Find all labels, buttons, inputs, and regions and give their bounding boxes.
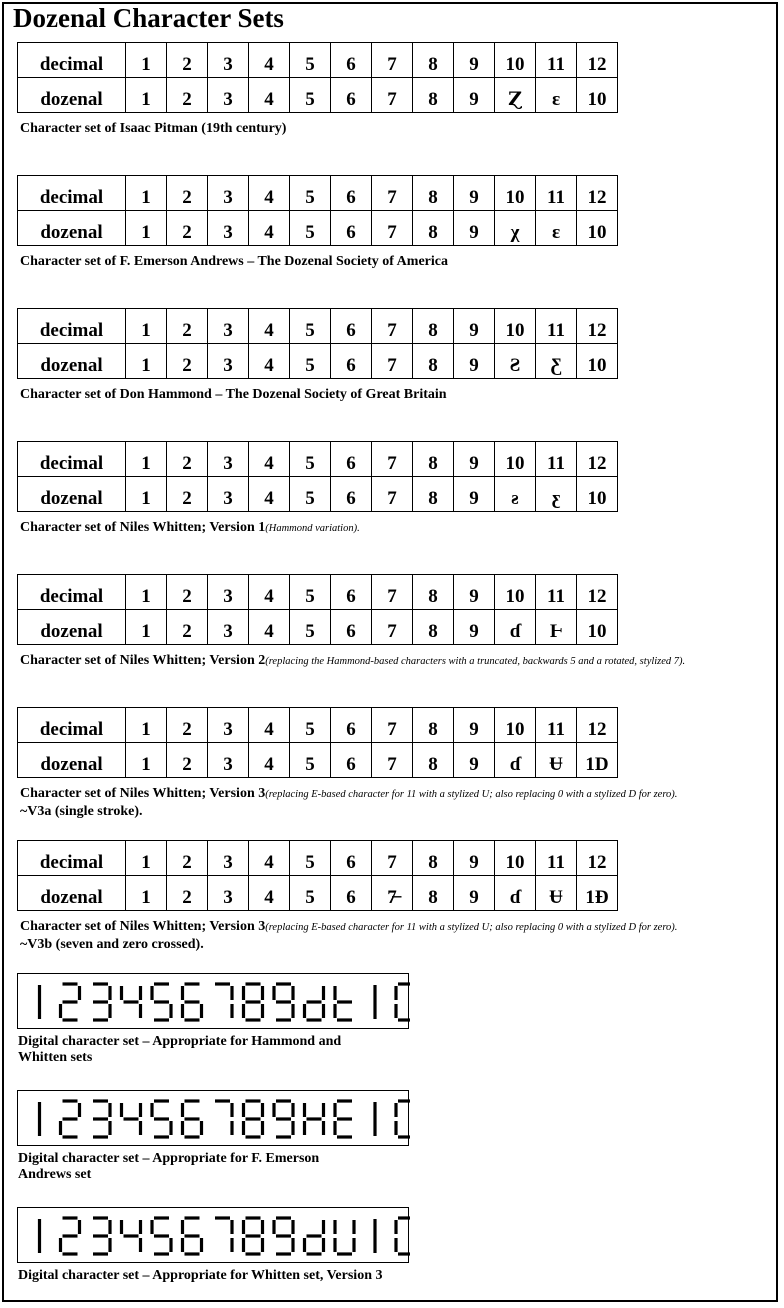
dozenal-cell: 9	[454, 610, 495, 645]
digital-caption-line: Digital character set – Appropriate for Whitten set, Version 3	[18, 1268, 383, 1283]
dozenal-cell: 8	[413, 876, 454, 911]
decimal-cell: 6	[331, 442, 372, 477]
seven-segment-digits	[18, 974, 410, 1030]
dozenal-cell: 1	[126, 610, 167, 645]
decimal-cell: 11	[536, 442, 577, 477]
segment-glyph	[122, 1220, 141, 1252]
decimal-cell: 9	[454, 442, 495, 477]
dozenal-cell: 5	[290, 211, 331, 246]
decimal-cell: 7	[372, 841, 413, 876]
charset-table-hammond	[17, 308, 618, 379]
dozenal-cell: 7̶	[372, 876, 413, 911]
dozenal-cell: 6	[331, 78, 372, 113]
decimal-cell: 2	[167, 309, 208, 344]
dozenal-cell: 9	[454, 876, 495, 911]
charset-table-andrews	[17, 175, 618, 246]
digital-caption	[18, 1268, 408, 1284]
decimal-label: decimal	[18, 176, 126, 211]
decimal-cell: 1	[126, 575, 167, 610]
decimal-cell: 11	[536, 176, 577, 211]
decimal-cell: 6	[331, 309, 372, 344]
decimal-label: decimal	[18, 575, 126, 610]
dozenal-cell: 3	[208, 743, 249, 778]
decimal-cell: 4	[249, 176, 290, 211]
decimal-cell: 1	[126, 708, 167, 743]
caption	[20, 786, 677, 802]
decimal-cell: 3	[208, 176, 249, 211]
dozenal-cell: 5	[290, 344, 331, 379]
decimal-row	[18, 708, 618, 743]
caption-text: Character set of Niles Whitten; Version 3	[20, 786, 266, 801]
dozenal-cell: Ɀ	[495, 78, 536, 113]
dozenal-cell: 7	[372, 211, 413, 246]
decimal-cell: 7	[372, 43, 413, 78]
decimal-cell: 4	[249, 43, 290, 78]
dozenal-cell: ɛ	[536, 211, 577, 246]
charset-table-whitten-v3b	[17, 840, 618, 911]
decimal-cell: 12	[577, 575, 618, 610]
decimal-cell: 11	[536, 575, 577, 610]
decimal-cell: 12	[577, 309, 618, 344]
dozenal-cell: Ʉ	[536, 743, 577, 778]
decimal-cell: 2	[167, 43, 208, 78]
decimal-cell: 8	[413, 176, 454, 211]
segment-glyph	[396, 1101, 410, 1137]
dozenal-cell: 5	[290, 876, 331, 911]
segment-glyph	[61, 1101, 80, 1137]
decimal-cell: 8	[413, 442, 454, 477]
dozenal-cell: 10	[577, 344, 618, 379]
decimal-cell: 2	[167, 708, 208, 743]
decimal-cell: 9	[454, 575, 495, 610]
decimal-cell: 12	[577, 708, 618, 743]
caption-note: (replacing E-based character for 11 with a stylized U; also replacing 0 with a stylized D for zero).	[265, 789, 678, 800]
dozenal-cell: 2	[167, 876, 208, 911]
segment-glyph	[244, 1101, 263, 1137]
dozenal-cell: 9	[454, 743, 495, 778]
dozenal-cell: Ƨ	[495, 344, 536, 379]
dozenal-cell: 9	[454, 211, 495, 246]
dozenal-cell: 2	[167, 610, 208, 645]
decimal-cell: 9	[454, 43, 495, 78]
dozenal-cell: 2	[167, 211, 208, 246]
decimal-cell: 8	[413, 708, 454, 743]
decimal-cell: 11	[536, 43, 577, 78]
decimal-cell: 5	[290, 442, 331, 477]
caption-note: (replacing the Hammond-based characters with a truncated, backwards 5 and a rotated, stylized 7).	[265, 656, 686, 667]
decimal-cell: 3	[208, 708, 249, 743]
dozenal-cell: 4	[249, 211, 290, 246]
caption-text: Character set of Niles Whitten; Version 3	[20, 919, 266, 934]
dozenal-cell: 4	[249, 344, 290, 379]
decimal-cell: 5	[290, 575, 331, 610]
dozenal-label: dozenal	[18, 78, 126, 113]
dozenal-cell: 7	[372, 344, 413, 379]
decimal-cell: 3	[208, 43, 249, 78]
dozenal-cell: 9	[454, 78, 495, 113]
dozenal-cell: 1D	[577, 743, 618, 778]
decimal-cell: 12	[577, 841, 618, 876]
dozenal-cell: 1Đ	[577, 876, 618, 911]
decimal-cell: 8	[413, 841, 454, 876]
decimal-cell: 4	[249, 708, 290, 743]
digital-display-whitten-v3	[17, 1207, 409, 1263]
decimal-cell: 2	[167, 841, 208, 876]
caption	[20, 520, 360, 536]
segment-glyph	[215, 1101, 232, 1135]
dozenal-cell: 10	[577, 610, 618, 645]
dozenal-cell: 6	[331, 610, 372, 645]
segment-glyph	[335, 986, 352, 1020]
segment-glyph	[305, 1103, 324, 1135]
segment-glyph	[305, 1220, 324, 1254]
caption-text: Character set of Don Hammond – The Dozenal Society of Great Britain	[20, 387, 447, 402]
decimal-cell: 5	[290, 309, 331, 344]
decimal-cell: 6	[331, 176, 372, 211]
decimal-cell: 4	[249, 575, 290, 610]
dozenal-cell: 5	[290, 477, 331, 512]
seven-segment-digits	[18, 1091, 410, 1147]
decimal-cell: 1	[126, 841, 167, 876]
dozenal-cell: 7	[372, 743, 413, 778]
dozenal-label: dozenal	[18, 477, 126, 512]
dozenal-cell: 5	[290, 78, 331, 113]
segment-glyph	[93, 1101, 110, 1137]
segment-glyph	[183, 1101, 202, 1137]
decimal-cell: 2	[167, 176, 208, 211]
dozenal-cell: 2	[167, 477, 208, 512]
caption	[20, 919, 677, 935]
dozenal-row	[18, 211, 618, 246]
caption-text: Character set of Isaac Pitman (19th century)	[20, 121, 287, 136]
segment-glyph	[305, 986, 324, 1020]
segment-glyph	[122, 986, 141, 1018]
decimal-row	[18, 43, 618, 78]
dozenal-cell: Ƹ	[536, 344, 577, 379]
dozenal-row	[18, 477, 618, 512]
caption-text: Character set of Niles Whitten; Version 1	[20, 520, 266, 535]
dozenal-cell: 4	[249, 876, 290, 911]
dozenal-cell: 10	[577, 211, 618, 246]
dozenal-cell: ƹ	[536, 477, 577, 512]
decimal-label: decimal	[18, 841, 126, 876]
decimal-cell: 3	[208, 841, 249, 876]
dozenal-cell: 7	[372, 477, 413, 512]
decimal-cell: 2	[167, 442, 208, 477]
dozenal-cell: ɗ	[495, 610, 536, 645]
decimal-label: decimal	[18, 43, 126, 78]
decimal-cell: 12	[577, 442, 618, 477]
decimal-cell: 4	[249, 442, 290, 477]
decimal-cell: 10	[495, 176, 536, 211]
decimal-cell: 7	[372, 575, 413, 610]
decimal-row	[18, 309, 618, 344]
digital-caption-line: Digital character set – Appropriate for Hammond and	[18, 1034, 342, 1049]
charset-table-whitten-v1	[17, 441, 618, 512]
segment-glyph	[183, 1218, 202, 1254]
segment-glyph	[274, 1218, 293, 1254]
dozenal-cell: 3	[208, 876, 249, 911]
dozenal-cell: 1	[126, 477, 167, 512]
dozenal-row	[18, 876, 618, 911]
dozenal-cell: ɗ	[495, 743, 536, 778]
dozenal-row	[18, 743, 618, 778]
decimal-row	[18, 575, 618, 610]
segment-glyph	[152, 1101, 171, 1137]
decimal-cell: 5	[290, 708, 331, 743]
charset-table-pitman	[17, 42, 618, 113]
digital-caption-line: Digital character set – Appropriate for F. Emerson	[18, 1151, 320, 1166]
dozenal-cell: 4	[249, 610, 290, 645]
caption-text: Character set of Niles Whitten; Version 2	[20, 653, 266, 668]
caption-line2: ~V3b (seven and zero crossed).	[20, 937, 204, 952]
dozenal-cell: 6	[331, 477, 372, 512]
dozenal-cell: χ	[495, 211, 536, 246]
segment-glyph	[215, 984, 232, 1018]
decimal-cell: 10	[495, 575, 536, 610]
decimal-cell: 11	[536, 309, 577, 344]
dozenal-cell: 2	[167, 78, 208, 113]
dozenal-cell: 6	[331, 211, 372, 246]
dozenal-cell: 4	[249, 743, 290, 778]
digital-display-hammond-whitten	[17, 973, 409, 1029]
segment-glyph	[122, 1103, 141, 1135]
segment-glyph	[215, 1218, 232, 1252]
digital-caption	[18, 1151, 408, 1183]
dozenal-cell: 3	[208, 78, 249, 113]
decimal-cell: 4	[249, 309, 290, 344]
segment-glyph	[244, 984, 263, 1020]
dozenal-cell: 8	[413, 610, 454, 645]
dozenal-cell: 8	[413, 344, 454, 379]
caption-note: (replacing E-based character for 11 with a stylized U; also replacing 0 with a stylized D for zero).	[265, 922, 678, 933]
decimal-cell: 4	[249, 841, 290, 876]
page-title: Dozenal Character Sets	[13, 3, 284, 33]
segment-glyph	[152, 984, 171, 1020]
dozenal-cell: 3	[208, 344, 249, 379]
decimal-label: decimal	[18, 708, 126, 743]
segment-glyph	[396, 984, 410, 1020]
dozenal-label: dozenal	[18, 610, 126, 645]
segment-glyph	[335, 1101, 352, 1137]
dozenal-cell: 3	[208, 211, 249, 246]
dozenal-cell: ƨ	[495, 477, 536, 512]
segment-glyph	[93, 1218, 110, 1254]
digital-display-andrews	[17, 1090, 409, 1146]
dozenal-cell: 6	[331, 344, 372, 379]
dozenal-label: dozenal	[18, 344, 126, 379]
decimal-cell: 7	[372, 708, 413, 743]
dozenal-cell: 9	[454, 344, 495, 379]
dozenal-cell: 6	[331, 876, 372, 911]
decimal-cell: 2	[167, 575, 208, 610]
decimal-cell: 7	[372, 176, 413, 211]
dozenal-row	[18, 610, 618, 645]
digital-caption	[18, 1034, 408, 1066]
decimal-cell: 9	[454, 309, 495, 344]
segment-glyph	[335, 1220, 354, 1254]
decimal-cell: 11	[536, 708, 577, 743]
segment-glyph	[274, 984, 293, 1020]
decimal-cell: 7	[372, 442, 413, 477]
dozenal-cell: 1	[126, 78, 167, 113]
dozenal-label: dozenal	[18, 743, 126, 778]
decimal-cell: 1	[126, 309, 167, 344]
segment-glyph	[93, 984, 110, 1020]
caption	[20, 254, 448, 270]
decimal-cell: 8	[413, 575, 454, 610]
dozenal-cell: 3	[208, 610, 249, 645]
dozenal-cell: Ʉ	[536, 876, 577, 911]
digital-caption-line: Whitten sets	[18, 1050, 93, 1065]
decimal-cell: 8	[413, 43, 454, 78]
decimal-cell: 5	[290, 43, 331, 78]
dozenal-cell: 4	[249, 78, 290, 113]
dozenal-cell: ɛ	[536, 78, 577, 113]
dozenal-cell: 7	[372, 610, 413, 645]
dozenal-cell: 9	[454, 477, 495, 512]
dozenal-cell: 8	[413, 743, 454, 778]
dozenal-row	[18, 78, 618, 113]
decimal-cell: 9	[454, 708, 495, 743]
segment-glyph	[274, 1101, 293, 1137]
segment-glyph	[61, 984, 80, 1020]
dozenal-cell: 5	[290, 743, 331, 778]
dozenal-cell: 1	[126, 344, 167, 379]
dozenal-cell: 8	[413, 477, 454, 512]
dozenal-cell: 1	[126, 211, 167, 246]
decimal-cell: 3	[208, 442, 249, 477]
digital-caption-line: Andrews set	[18, 1167, 92, 1182]
dozenal-cell: 4	[249, 477, 290, 512]
decimal-cell: 6	[331, 575, 372, 610]
decimal-cell: 11	[536, 841, 577, 876]
decimal-cell: 7	[372, 309, 413, 344]
decimal-cell: 9	[454, 841, 495, 876]
dozenal-cell: ɗ	[495, 876, 536, 911]
decimal-row	[18, 442, 618, 477]
caption-text: Character set of F. Emerson Andrews – The Dozenal Society of America	[20, 254, 448, 269]
decimal-cell: 3	[208, 575, 249, 610]
decimal-label: decimal	[18, 309, 126, 344]
segment-glyph	[152, 1218, 171, 1254]
caption-note: (Hammond variation).	[265, 523, 360, 534]
decimal-cell: 5	[290, 176, 331, 211]
decimal-cell: 12	[577, 43, 618, 78]
dozenal-cell: 8	[413, 78, 454, 113]
decimal-cell: 10	[495, 43, 536, 78]
decimal-cell: 6	[331, 43, 372, 78]
dozenal-cell: Ⱶ	[536, 610, 577, 645]
decimal-cell: 1	[126, 43, 167, 78]
seven-segment-digits	[18, 1208, 410, 1264]
dozenal-cell: 10	[577, 477, 618, 512]
dozenal-cell: 2	[167, 344, 208, 379]
charset-table-whitten-v2	[17, 574, 618, 645]
dozenal-cell: 7	[372, 78, 413, 113]
decimal-cell: 8	[413, 309, 454, 344]
caption-line2: ~V3a (single stroke).	[20, 804, 143, 819]
dozenal-label: dozenal	[18, 211, 126, 246]
decimal-cell: 12	[577, 176, 618, 211]
caption	[20, 387, 447, 403]
decimal-row	[18, 841, 618, 876]
dozenal-cell: 1	[126, 876, 167, 911]
dozenal-cell: 1	[126, 743, 167, 778]
segment-glyph	[396, 1218, 410, 1254]
charset-table-whitten-v3a	[17, 707, 618, 778]
decimal-cell: 10	[495, 841, 536, 876]
dozenal-cell: 3	[208, 477, 249, 512]
dozenal-cell: 2	[167, 743, 208, 778]
decimal-cell: 10	[495, 309, 536, 344]
segment-glyph	[183, 984, 202, 1020]
dozenal-cell: 6	[331, 743, 372, 778]
decimal-cell: 1	[126, 442, 167, 477]
caption	[20, 121, 286, 137]
segment-glyph	[244, 1218, 263, 1254]
decimal-row	[18, 176, 618, 211]
caption	[20, 653, 685, 669]
dozenal-row	[18, 344, 618, 379]
decimal-cell: 3	[208, 309, 249, 344]
dozenal-cell: 5	[290, 610, 331, 645]
decimal-cell: 1	[126, 176, 167, 211]
dozenal-cell: 8	[413, 211, 454, 246]
decimal-cell: 6	[331, 708, 372, 743]
dozenal-cell: 10	[577, 78, 618, 113]
decimal-cell: 9	[454, 176, 495, 211]
decimal-label: decimal	[18, 442, 126, 477]
decimal-cell: 10	[495, 442, 536, 477]
decimal-cell: 10	[495, 708, 536, 743]
decimal-cell: 6	[331, 841, 372, 876]
dozenal-label: dozenal	[18, 876, 126, 911]
decimal-cell: 5	[290, 841, 331, 876]
segment-glyph	[61, 1218, 80, 1254]
